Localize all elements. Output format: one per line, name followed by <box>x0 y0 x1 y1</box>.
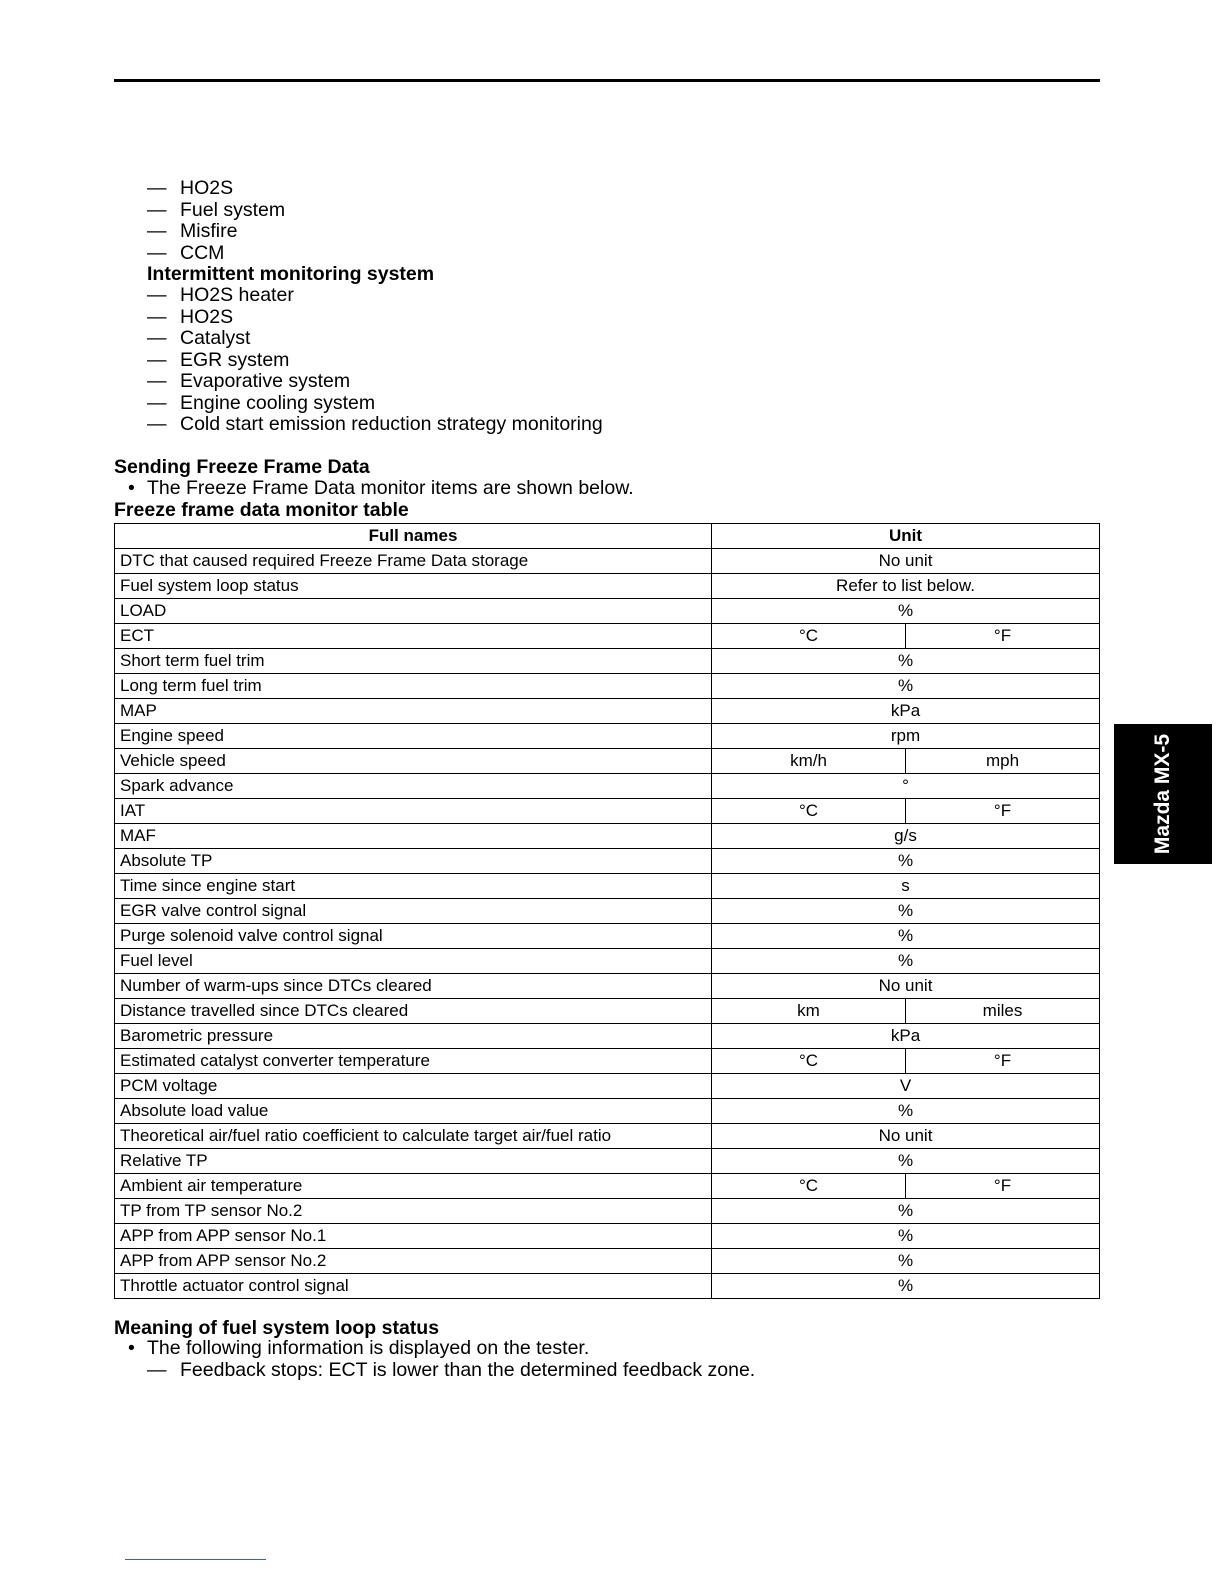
side-tab-label: Mazda MX-5 <box>1151 733 1174 855</box>
table-row <box>115 1024 1100 1049</box>
table-row <box>115 1074 1100 1099</box>
list-item: — Misfire <box>147 220 238 242</box>
cell-unit: No unit <box>712 549 1100 574</box>
cell-full-name: Spark advance <box>115 774 712 799</box>
table-row <box>115 1249 1100 1274</box>
cell-unit-metric: °C <box>712 624 906 649</box>
table-row <box>115 874 1100 899</box>
cell-unit: No unit <box>712 1124 1100 1149</box>
list-item: — Feedback stops: ECT is lower than the determined feedback zone. <box>147 1359 756 1381</box>
cell-unit-imperial: miles <box>906 999 1100 1024</box>
cell-full-name: DTC that caused required Freeze Frame Data storage <box>115 549 712 574</box>
cell-unit: Refer to list below. <box>712 574 1100 599</box>
table-row <box>115 624 1100 649</box>
cell-unit-imperial: mph <box>906 749 1100 774</box>
cell-unit-metric: km/h <box>712 749 906 774</box>
table-row <box>115 999 1100 1024</box>
table-row <box>115 849 1100 874</box>
cell-full-name: MAF <box>115 824 712 849</box>
list-item: — Evaporative system <box>147 370 351 392</box>
table-row <box>115 774 1100 799</box>
list-item: — Cold start emission reduction strategy monitoring <box>147 413 603 435</box>
cell-full-name: Purge solenoid valve control signal <box>115 924 712 949</box>
table-row <box>115 649 1100 674</box>
table-row <box>115 599 1100 624</box>
table-body <box>115 549 1100 1299</box>
list-item: — Catalyst <box>147 327 251 349</box>
cell-full-name: TP from TP sensor No.2 <box>115 1199 712 1224</box>
table-row <box>115 799 1100 824</box>
header-unit: Unit <box>712 524 1100 549</box>
bullet-text: The Freeze Frame Data monitor items are shown below. <box>147 477 634 499</box>
table-row <box>115 749 1100 774</box>
footer-link-line <box>125 1559 266 1560</box>
cell-unit: % <box>712 1099 1100 1124</box>
cell-full-name: Fuel level <box>115 949 712 974</box>
table-row <box>115 1199 1100 1224</box>
cell-unit: kPa <box>712 699 1100 724</box>
cell-full-name: Vehicle speed <box>115 749 712 774</box>
cell-unit-imperial: °F <box>906 1049 1100 1074</box>
cell-unit-metric: km <box>712 999 906 1024</box>
table-row <box>115 724 1100 749</box>
cell-unit: kPa <box>712 1024 1100 1049</box>
cell-full-name: Short term fuel trim <box>115 649 712 674</box>
cell-unit: % <box>712 674 1100 699</box>
cell-unit: % <box>712 1199 1100 1224</box>
cell-full-name: LOAD <box>115 599 712 624</box>
list-item: — Fuel system <box>147 198 286 221</box>
header-full-names: Full names <box>115 524 712 549</box>
cell-unit: g/s <box>712 824 1100 849</box>
cell-full-name: Relative TP <box>115 1149 712 1174</box>
freeze-frame-table <box>114 523 1100 1299</box>
table-row <box>115 674 1100 699</box>
list-item: — Engine cooling system <box>147 391 376 414</box>
list-item: — HO2S <box>147 305 234 328</box>
cell-full-name: APP from APP sensor No.2 <box>115 1249 712 1274</box>
cell-full-name: Throttle actuator control signal <box>115 1274 712 1299</box>
table-row <box>115 549 1100 574</box>
monitor-list-continuous <box>147 178 285 264</box>
cell-full-name: MAP <box>115 699 712 724</box>
list-item: — HO2S <box>147 177 234 199</box>
cell-unit: % <box>712 599 1100 624</box>
cell-unit: % <box>712 1224 1100 1249</box>
cell-full-name: IAT <box>115 799 712 824</box>
header-rule <box>114 79 1100 82</box>
table-row <box>115 1099 1100 1124</box>
table-row <box>115 1124 1100 1149</box>
table-row <box>115 949 1100 974</box>
side-tab <box>1114 724 1212 864</box>
list-item: — CCM <box>147 241 225 264</box>
cell-full-name: Time since engine start <box>115 874 712 899</box>
cell-unit: No unit <box>712 974 1100 999</box>
cell-unit-imperial: °F <box>906 1174 1100 1199</box>
loop-status-list <box>147 1360 755 1382</box>
meaning-heading: Meaning of fuel system loop status <box>114 1317 440 1339</box>
cell-unit-imperial: °F <box>906 624 1100 649</box>
bullet-dot: • <box>128 477 135 499</box>
cell-full-name: Theoretical air/fuel ratio coefficient to calculate target air/fuel ratio <box>115 1124 712 1149</box>
cell-unit: % <box>712 1249 1100 1274</box>
sending-heading: Sending Freeze Frame Data <box>114 456 370 478</box>
cell-full-name: APP from APP sensor No.1 <box>115 1224 712 1249</box>
cell-unit: % <box>712 949 1100 974</box>
cell-full-name: Distance travelled since DTCs cleared <box>115 999 712 1024</box>
cell-unit-metric: °C <box>712 1174 906 1199</box>
table-header-row <box>115 524 1100 549</box>
cell-unit: ° <box>712 774 1100 799</box>
cell-full-name: Barometric pressure <box>115 1024 712 1049</box>
cell-unit-imperial: °F <box>906 799 1100 824</box>
table-row <box>115 699 1100 724</box>
table-row <box>115 1224 1100 1249</box>
cell-unit: % <box>712 924 1100 949</box>
cell-unit: % <box>712 1274 1100 1299</box>
cell-full-name: ECT <box>115 624 712 649</box>
table-row <box>115 1174 1100 1199</box>
cell-unit-metric: °C <box>712 1049 906 1074</box>
list-item: — HO2S heater <box>147 284 294 306</box>
cell-full-name: Engine speed <box>115 724 712 749</box>
cell-unit: V <box>712 1074 1100 1099</box>
cell-full-name: PCM voltage <box>115 1074 712 1099</box>
cell-full-name: Estimated catalyst converter temperature <box>115 1049 712 1074</box>
cell-full-name: Absolute TP <box>115 849 712 874</box>
cell-full-name: Ambient air temperature <box>115 1174 712 1199</box>
meaning-bullet <box>128 1338 589 1360</box>
cell-unit: % <box>712 649 1100 674</box>
cell-unit: s <box>712 874 1100 899</box>
monitor-list-intermittent <box>147 285 603 436</box>
bullet-text: The following information is displayed on the tester. <box>147 1337 590 1359</box>
table-row <box>115 824 1100 849</box>
cell-unit: rpm <box>712 724 1100 749</box>
table-row <box>115 974 1100 999</box>
cell-unit: % <box>712 899 1100 924</box>
table-row <box>115 924 1100 949</box>
table-row <box>115 574 1100 599</box>
intermittent-heading: Intermittent monitoring system <box>147 263 435 285</box>
cell-full-name: Absolute load value <box>115 1099 712 1124</box>
cell-full-name: EGR valve control signal <box>115 899 712 924</box>
cell-unit: % <box>712 849 1100 874</box>
table-row <box>115 1274 1100 1299</box>
table-title: Freeze frame data monitor table <box>114 499 409 521</box>
sending-bullet <box>128 478 634 500</box>
table-row <box>115 1149 1100 1174</box>
table-row <box>115 1049 1100 1074</box>
list-item: — EGR system <box>147 348 290 371</box>
cell-unit: % <box>712 1149 1100 1174</box>
bullet-dot: • <box>128 1337 135 1359</box>
cell-full-name: Number of warm-ups since DTCs cleared <box>115 974 712 999</box>
cell-unit-metric: °C <box>712 799 906 824</box>
table-row <box>115 899 1100 924</box>
cell-full-name: Fuel system loop status <box>115 574 712 599</box>
cell-full-name: Long term fuel trim <box>115 674 712 699</box>
